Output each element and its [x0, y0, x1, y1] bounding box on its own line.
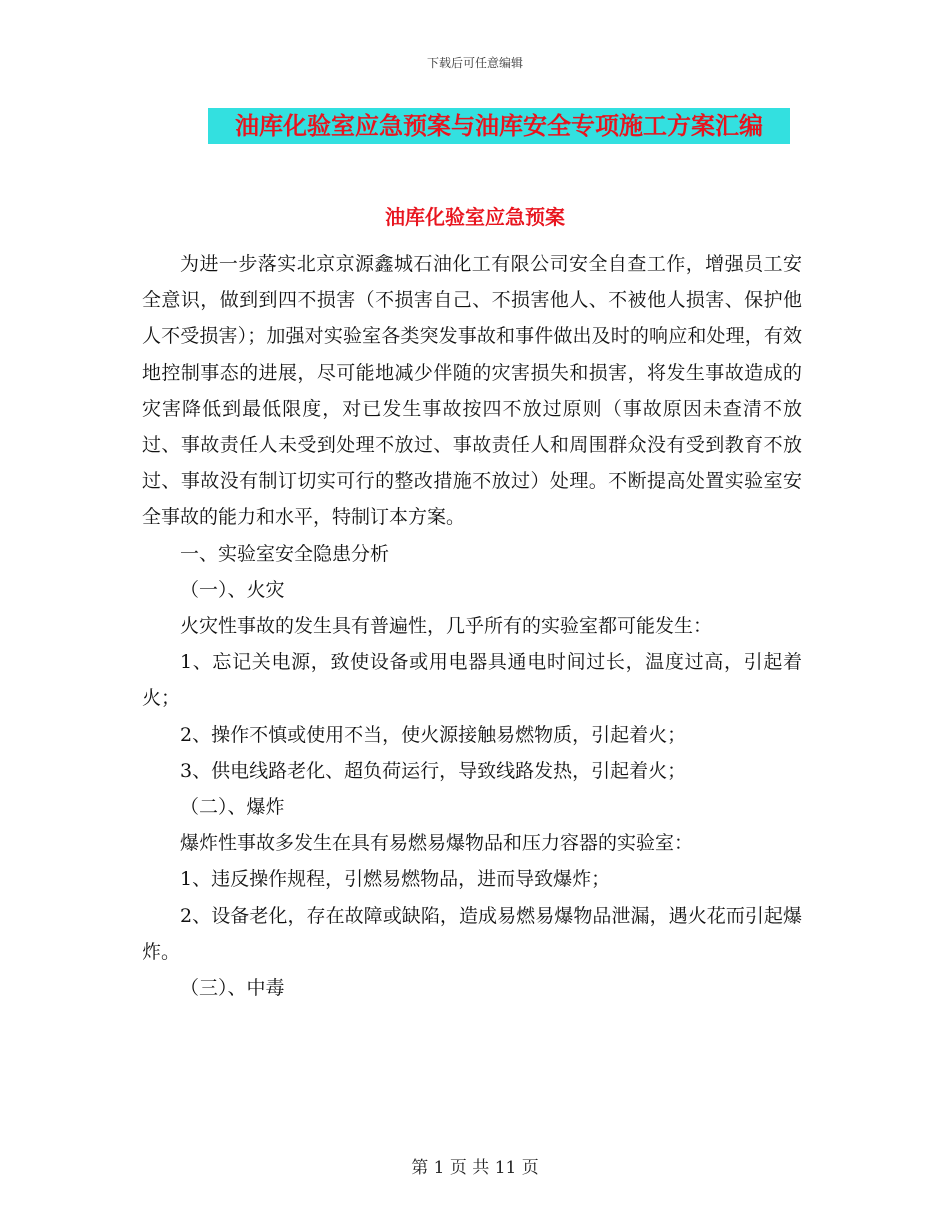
- section-title: 油库化验室应急预案: [385, 205, 565, 229]
- document-title-highlight: [208, 108, 790, 144]
- document-body: [142, 246, 802, 1006]
- list-item-explosion-1: 1、违反操作规程，引燃易燃物品，进而导致爆炸；: [180, 868, 611, 891]
- list-item-explosion-2: 2、设备老化，存在故障或缺陷，造成易燃易爆物品泄漏，遇火花而引起爆炸。: [142, 904, 802, 963]
- list-item-fire-2: 2、操作不慎或使用不当，使火源接触易燃物质，引起着火；: [180, 723, 687, 746]
- subheading-poisoning: （三）、中毒: [180, 977, 285, 1000]
- header-note: 下载后可任意编辑: [426, 56, 523, 70]
- paragraph-fire-intro: 火灾性事故的发生具有普遍性，几乎所有的实验室都可能发生：: [180, 615, 713, 638]
- heading-risk-analysis: 一、实验室安全隐患分析: [180, 542, 390, 565]
- list-item-fire-3: 3、供电线路老化、超负荷运行，导致线路发热，引起着火；: [180, 759, 687, 782]
- list-item-fire-1: 1、忘记关电源，致使设备或用电器具通电时间过长，温度过高，引起着火；: [142, 651, 802, 710]
- document-title: 油库化验室应急预案与油库安全专项施工方案汇编: [235, 112, 763, 140]
- paragraph-intro: 为进一步落实北京京源鑫城石油化工有限公司安全自查工作，增强员工安全意识，做到到四不损害（不损害自己、不损害他人、不被他人损害、保护他人不受损害）；加强对实验室各类突发事故和事件做出及时的响应和处理，有效地控制事态的进展，尽可能地减少伴随的灾害损失和损害，将发生事故造成的灾害降低到最低限度，对已发生事故按四不放过原则（事故原因未查清不放过、事故责任人未受到处理不放过、事故责任人和周围群众没有受到教育不放过、事故没有制订切实可行的整改措施不放过）处理。不断提高处置实验室安全事故的能力和水平，特制订本方案。: [142, 253, 802, 529]
- paragraph-explosion-intro: 爆炸性事故多发生在具有易燃易爆物品和压力容器的实验室：: [180, 832, 694, 855]
- page-footer: 第 1 页 共 11 页: [411, 1158, 539, 1178]
- subheading-fire: （一）、火灾: [180, 578, 285, 601]
- subheading-explosion: （二）、爆炸: [180, 796, 285, 819]
